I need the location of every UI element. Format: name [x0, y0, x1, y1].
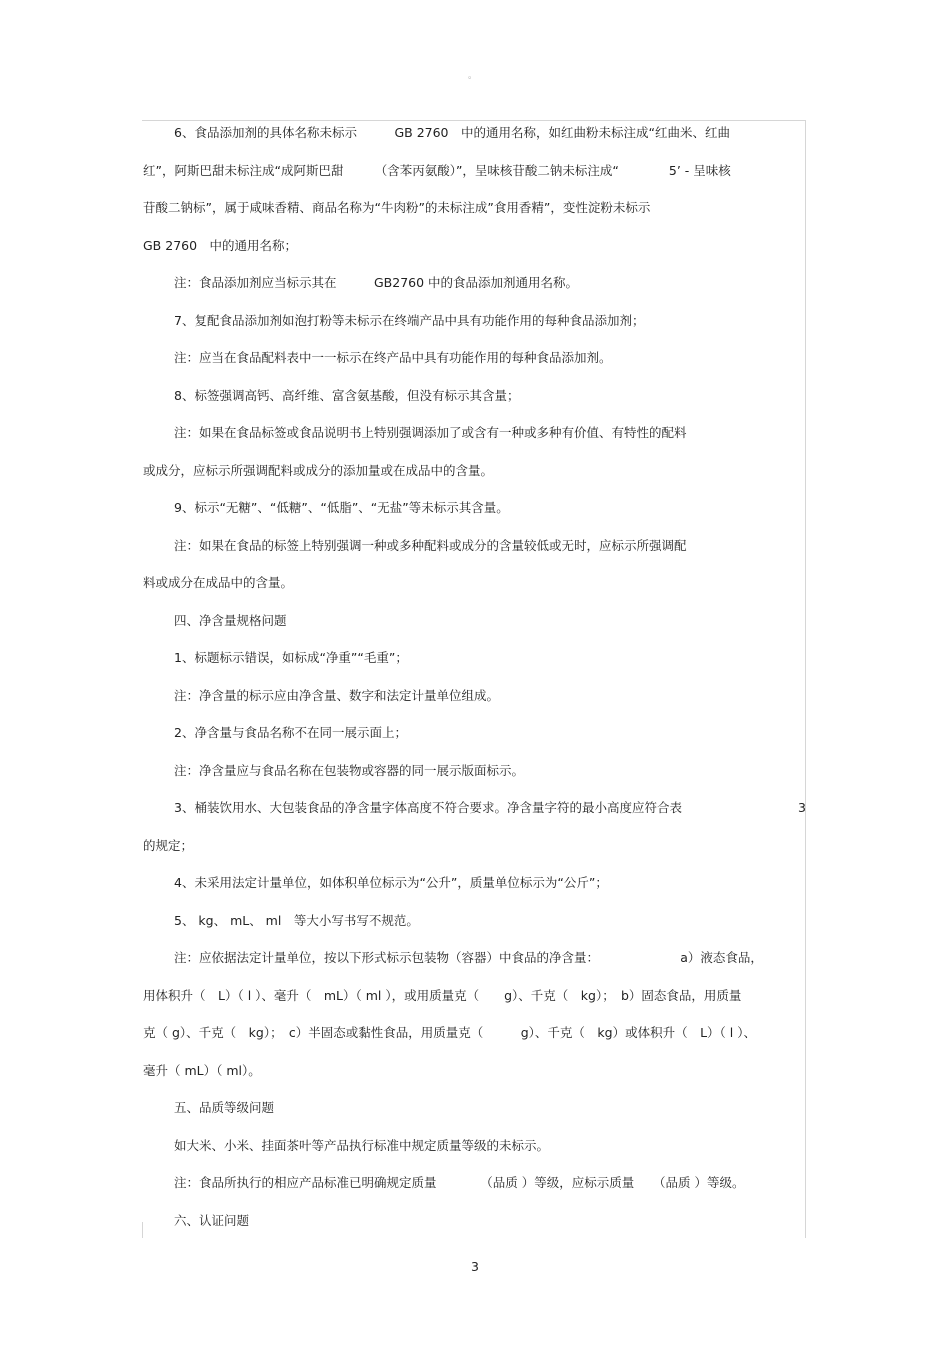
note-line: 注：如果在食品标签或食品说明书上特别强调添加了或含有一种或多种有价值、有特性的配料 — [174, 425, 687, 440]
note-line: 注：净含量的标示应由净含量、数字和法定计量单位组成。 — [174, 687, 500, 703]
paragraph-line: 或成分，应标示所强调配料或成分的添加量或在成品中的含量。 — [143, 462, 494, 478]
note-line: 注：如果在食品的标签上特别强调一种或多种配料或成分的含量较低或无时，应标示所强调配 — [174, 537, 687, 553]
section-heading: 六、认证问题 — [174, 1212, 250, 1228]
paragraph-line — [143, 799, 806, 837]
paragraph-line: 毫升（ mL）（ ml）。 — [143, 1062, 261, 1078]
table-reference-number: 3 — [798, 800, 806, 815]
paragraph-line: 2、净含量与食品名称不在同一展示面上； — [174, 725, 407, 740]
paragraph-line: 5、 kg、 mL、 ml 等大小写书写不规范。 — [174, 912, 419, 928]
note-line: 注：应依据法定计量单位，按以下形式标示包装物（容器）中食品的净含量： a）液态食品， — [174, 950, 763, 965]
paragraph-line: 如大米、小米、挂面茶叶等产品执行标准中规定质量等级的未标示。 — [174, 1137, 550, 1153]
page-number: 3 — [471, 1259, 479, 1274]
note-line: 注：食品所执行的相应产品标准已明确规定质量 （品质 ）等级，应标示质量 （品质 ）等级。 — [174, 1175, 745, 1190]
paragraph-line: 的规定； — [143, 837, 194, 853]
paragraph-line: 6、食品添加剂的具体名称未标示 GB 2760 中的通用名称，如红曲粉未标注成“红曲米、红曲 — [174, 125, 730, 140]
paragraph-line-text: 3、桶装饮用水、大包装食品的净含量字体高度不符合要求。净含量字符的最小高度应符合表 — [174, 800, 682, 815]
note-line: 注：应当在食品配料表中一一标示在终产品中具有功能作用的每种食品添加剂。 — [174, 350, 612, 365]
paragraph-line: 料或成分在成品中的含量。 — [143, 575, 294, 590]
paragraph-line: 1、标题标示错误，如标成“净重”“毛重”； — [174, 650, 408, 665]
note-line: 注：净含量应与食品名称在包装物或容器的同一展示版面标示。 — [174, 762, 525, 778]
section-heading: 四、净含量规格问题 — [174, 612, 287, 628]
note-line: 注：食品添加剂应当标示其在 GB2760 中的食品添加剂通用名称。 — [174, 275, 579, 290]
top-mark: 。 — [468, 71, 478, 81]
paragraph-line: 克（ g）、千克（ kg）； c）半固态或黏性食品，用质量克（ g）、千克（ kg）或体积升（ L）（ l ）、 — [143, 1025, 756, 1040]
paragraph-line: 7、复配食品添加剂如泡打粉等未标示在终端产品中具有功能作用的每种食品添加剂； — [174, 312, 645, 328]
paragraph-line: 8、标签强调高钙、高纤维、富含氨基酸，但没有标示其含量； — [174, 387, 520, 403]
document-body — [143, 124, 806, 1249]
paragraph-line: 苷酸二钠标”，属于咸味香精、商品名称为“牛肉粉”的未标注成”食用香精”，变性淀粉未标示 — [143, 200, 651, 215]
paragraph-line: 4、未采用法定计量单位，如体积单位标示为“公升”，质量单位标示为“公斤”； — [174, 875, 608, 890]
section-heading: 五、品质等级问题 — [174, 1100, 275, 1115]
paragraph-line: 用体积升（ L）（ l ）、毫升（ mL）（ ml ），或用质量克（ g）、千克（ kg）； b）固态食品，用质量 — [143, 987, 742, 1003]
paragraph-line: 9、标示“无糖”、“低糖”、“低脂”、“无盐”等未标示其含量。 — [174, 500, 509, 515]
paragraph-line: 红”，阿斯巴甜未标注成“成阿斯巴甜 （含苯丙氨酸）”，呈味核苷酸二钠未标注成“ 5’ - 呈味核 — [143, 162, 731, 178]
paragraph-line: GB 2760 中的通用名称； — [143, 237, 298, 253]
